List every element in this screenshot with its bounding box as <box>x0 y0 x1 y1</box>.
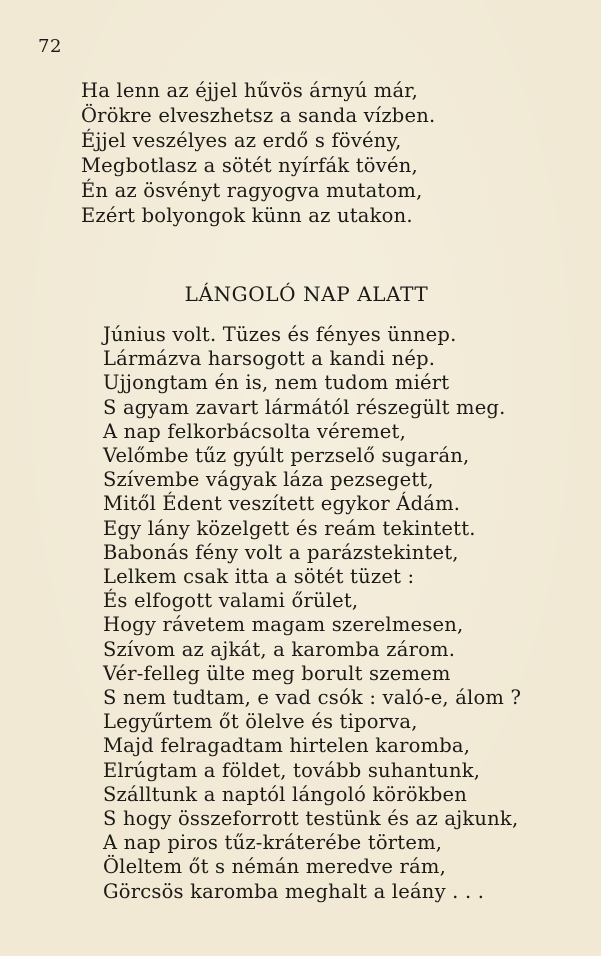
verse-line: S nem tudtam, e vad csók : való-e, álom ? <box>103 686 522 710</box>
verse-line: Örökre elveszhetsz a sanda vízben. <box>81 104 436 127</box>
verse-line: Velőmbe tűz gyúlt perzselő sugarán, <box>103 444 470 468</box>
verse-line: Mitől Édent veszített egykor Ádám. <box>103 492 461 516</box>
verse-line: Legyűrtem őt ölelve és tiporva, <box>103 710 418 734</box>
verse-line: Görcsös karomba meghalt a leány . . . <box>103 879 485 903</box>
verse-line: És elfogott valami őrület, <box>103 589 359 613</box>
verse-line: Hogy rávetem magam szerelmesen, <box>103 613 464 637</box>
poem-body <box>103 323 583 904</box>
verse-line: Éjjel veszélyes az erdő s fövény, <box>81 129 402 152</box>
verse-line: S hogy összeforrott testünk és az ajkunk, <box>103 807 519 831</box>
verse-line: A nap piros tűz-kráterébe törtem, <box>103 831 443 855</box>
verse-line: S agyam zavart lármától részegült meg. <box>103 395 506 419</box>
verse-line: Én az ösvényt ragyogva mutatom, <box>81 179 423 202</box>
verse-line: Szívom az ajkát, a karomba zárom. <box>103 637 456 661</box>
verse-line: Lármázva harsogott a kandi nép. <box>103 347 436 371</box>
verse-line: A nap felkorbácsolta véremet, <box>103 419 406 443</box>
verse-line: Lelkem csak itta a sötét tüzet : <box>103 565 415 589</box>
verse-line: Elrúgtam a földet, tovább suhantunk, <box>103 758 481 782</box>
verse-line: Vér-felleg ülte meg borult szemem <box>103 661 451 685</box>
verse-line: Majd felragadtam hirtelen karomba, <box>103 734 471 758</box>
verse-line: Öleltem őt s némán meredve rám, <box>103 855 446 879</box>
verse-line: Ujjongtam én is, nem tudom miért <box>103 371 450 395</box>
poem-title: LÁNGOLÓ NAP ALATT <box>184 282 429 306</box>
verse-line: Szívembe vágyak láza pezsegett, <box>103 468 434 492</box>
verse-line: Ha lenn az éjjel hűvös árnyú már, <box>81 79 419 102</box>
verse-line: Június volt. Tüzes és fényes ünnep. <box>103 323 457 346</box>
verse-line: Megbotlasz a sötét nyírfák tövén, <box>81 154 418 177</box>
verse-line: Babonás fény volt a parázstekintet, <box>103 540 459 564</box>
verse-line: Ezért bolyongok künn az utakon. <box>81 204 413 227</box>
page-number: 72 <box>38 36 62 57</box>
verse-line: Egy lány közelgett és reám tekintett. <box>103 516 476 540</box>
verse-line: Szálltunk a naptól lángoló körökben <box>103 782 468 806</box>
stanza-previous-poem <box>81 78 551 228</box>
